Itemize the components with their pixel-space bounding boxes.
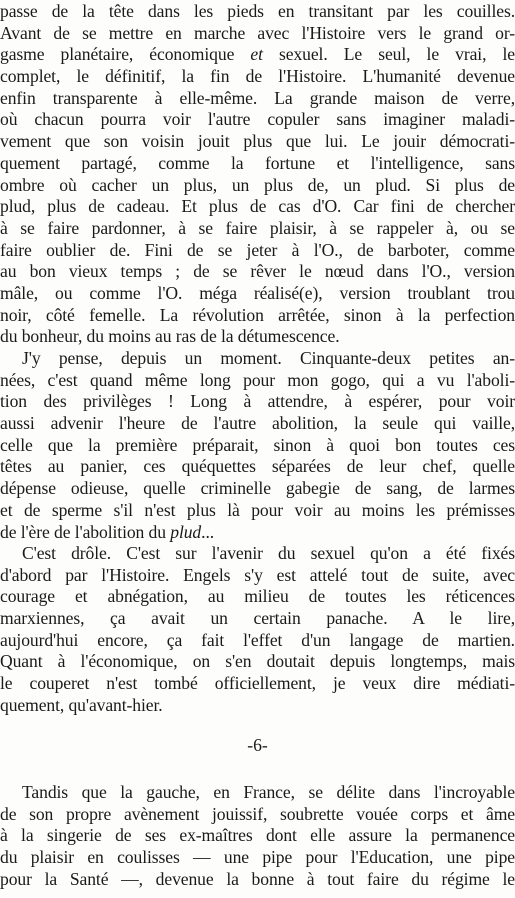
text-line: celle que la première préparait, sinon à quoi bon toutes ces [0, 434, 515, 455]
text-line: courage et abnégation, au milieu de toutes les réticences [0, 586, 515, 607]
text-line: Tandis que la gauche, en France, se délite dans l'incroyable [22, 782, 515, 802]
text-line: à se faire pardonner, à se faire plaisir, à se rappeler à, ou se [0, 217, 515, 238]
text-line: ombre où cacher un plus, un plus de, un plud. Si plus de [0, 174, 515, 195]
text-line: à la singerie de ses ex-maîtres dont elle assure la permanence [0, 825, 515, 846]
text-line: nées, c'est quand même long pour mon gogo, qui a vu l'aboli- [0, 369, 515, 390]
paragraph-2 [0, 348, 515, 543]
text-line: et de sperme s'il n'est plus là pour voir au moins les prémisses [0, 499, 515, 520]
text-line: mâle, ou comme l'O. méga réalisé(e), version troublant trou [0, 282, 515, 303]
text-line: Quant à l'économique, on s'en doutait depuis longtemps, mais [0, 651, 515, 672]
text-line: J'y pense, depuis un moment. Cinquante-deux petites an- [22, 348, 515, 368]
text-line: d'abord par l'Histoire. Engels s'y est attelé tout de suite, avec [0, 564, 515, 585]
text-line: noir, côté femelle. La révolution arrêtée, sinon à la perfection [0, 304, 515, 325]
text-line: le couperet n'est tombé officiellement, je veux dire médiati- [0, 673, 515, 694]
text-line: plud, plus de cadeau. Et plus de cas d'O. Car fini de chercher [0, 196, 515, 217]
text-line: C'est drôle. C'est sur l'avenir du sexuel qu'on a été fixés [22, 543, 515, 563]
paragraph-3 [0, 543, 515, 717]
text-line: têtes au panier, ces quéquettes séparées de leur chef, quelle [0, 456, 515, 477]
text-line: où chacun pourra voir l'autre copuler sans imaginer maladi- [0, 109, 515, 130]
text-line: enfin transparente à elle-même. La grande maison de verre, [0, 87, 515, 108]
text-line: marxiennes, ça avait un certain panache. A le lire, [0, 608, 515, 629]
text-line: complet, le définitif, la fin de l'Histoire. L'humanité devenue [0, 66, 515, 87]
text-line: passe de la tête dans les pieds en transitant par les couilles. [0, 1, 515, 21]
text-line: aussi advenir l'heure de l'autre abolition, la seule qui vaille, [0, 413, 515, 434]
text-line: du plaisir en coulisses — une pipe pour l'Education, une pipe [0, 847, 515, 868]
text-line: pour la Santé —, devenue la bonne à tout faire du régime le [0, 868, 515, 889]
text-line: gasme planétaire, économique et sexuel. Le seul, le vrai, le [0, 44, 515, 65]
text-line: Avant de se mettre en marche avec l'Histoire vers le grand or- [0, 22, 515, 43]
text-line: de l'ère de l'abolition du plud... [0, 521, 215, 542]
text-line: vement que son voisin jouit plus que lui. Le jouir démocrati- [0, 131, 515, 152]
text-line: tion des privilèges ! Long à attendre, à espérer, pour voir [0, 391, 515, 412]
paragraph-1 [0, 1, 515, 348]
text-line: du bonheur, du moins au ras de la détumescence. [0, 326, 340, 347]
text-line: quement partagé, comme la fortune et l'intelligence, sans [0, 152, 515, 173]
text-line: faire oublier de. Fini de se jeter à l'O., de barboter, comme [0, 239, 515, 260]
section-number: -6- [247, 735, 268, 755]
text-line: quement, qu'avant-hier. [0, 694, 163, 715]
text-line: au bon vieux temps ; de se rêver le nœud dans l'O., version [0, 261, 515, 282]
text-line: dépense odieuse, quelle criminelle gabegie de sang, de larmes [0, 478, 515, 499]
paragraph-4 [0, 782, 515, 890]
text-line: de son propre avènement jouissif, soubrette vouée corps et âme [0, 803, 515, 824]
text-line: aujourd'hui encore, ça fait l'effet d'un langage de martien. [0, 629, 515, 650]
